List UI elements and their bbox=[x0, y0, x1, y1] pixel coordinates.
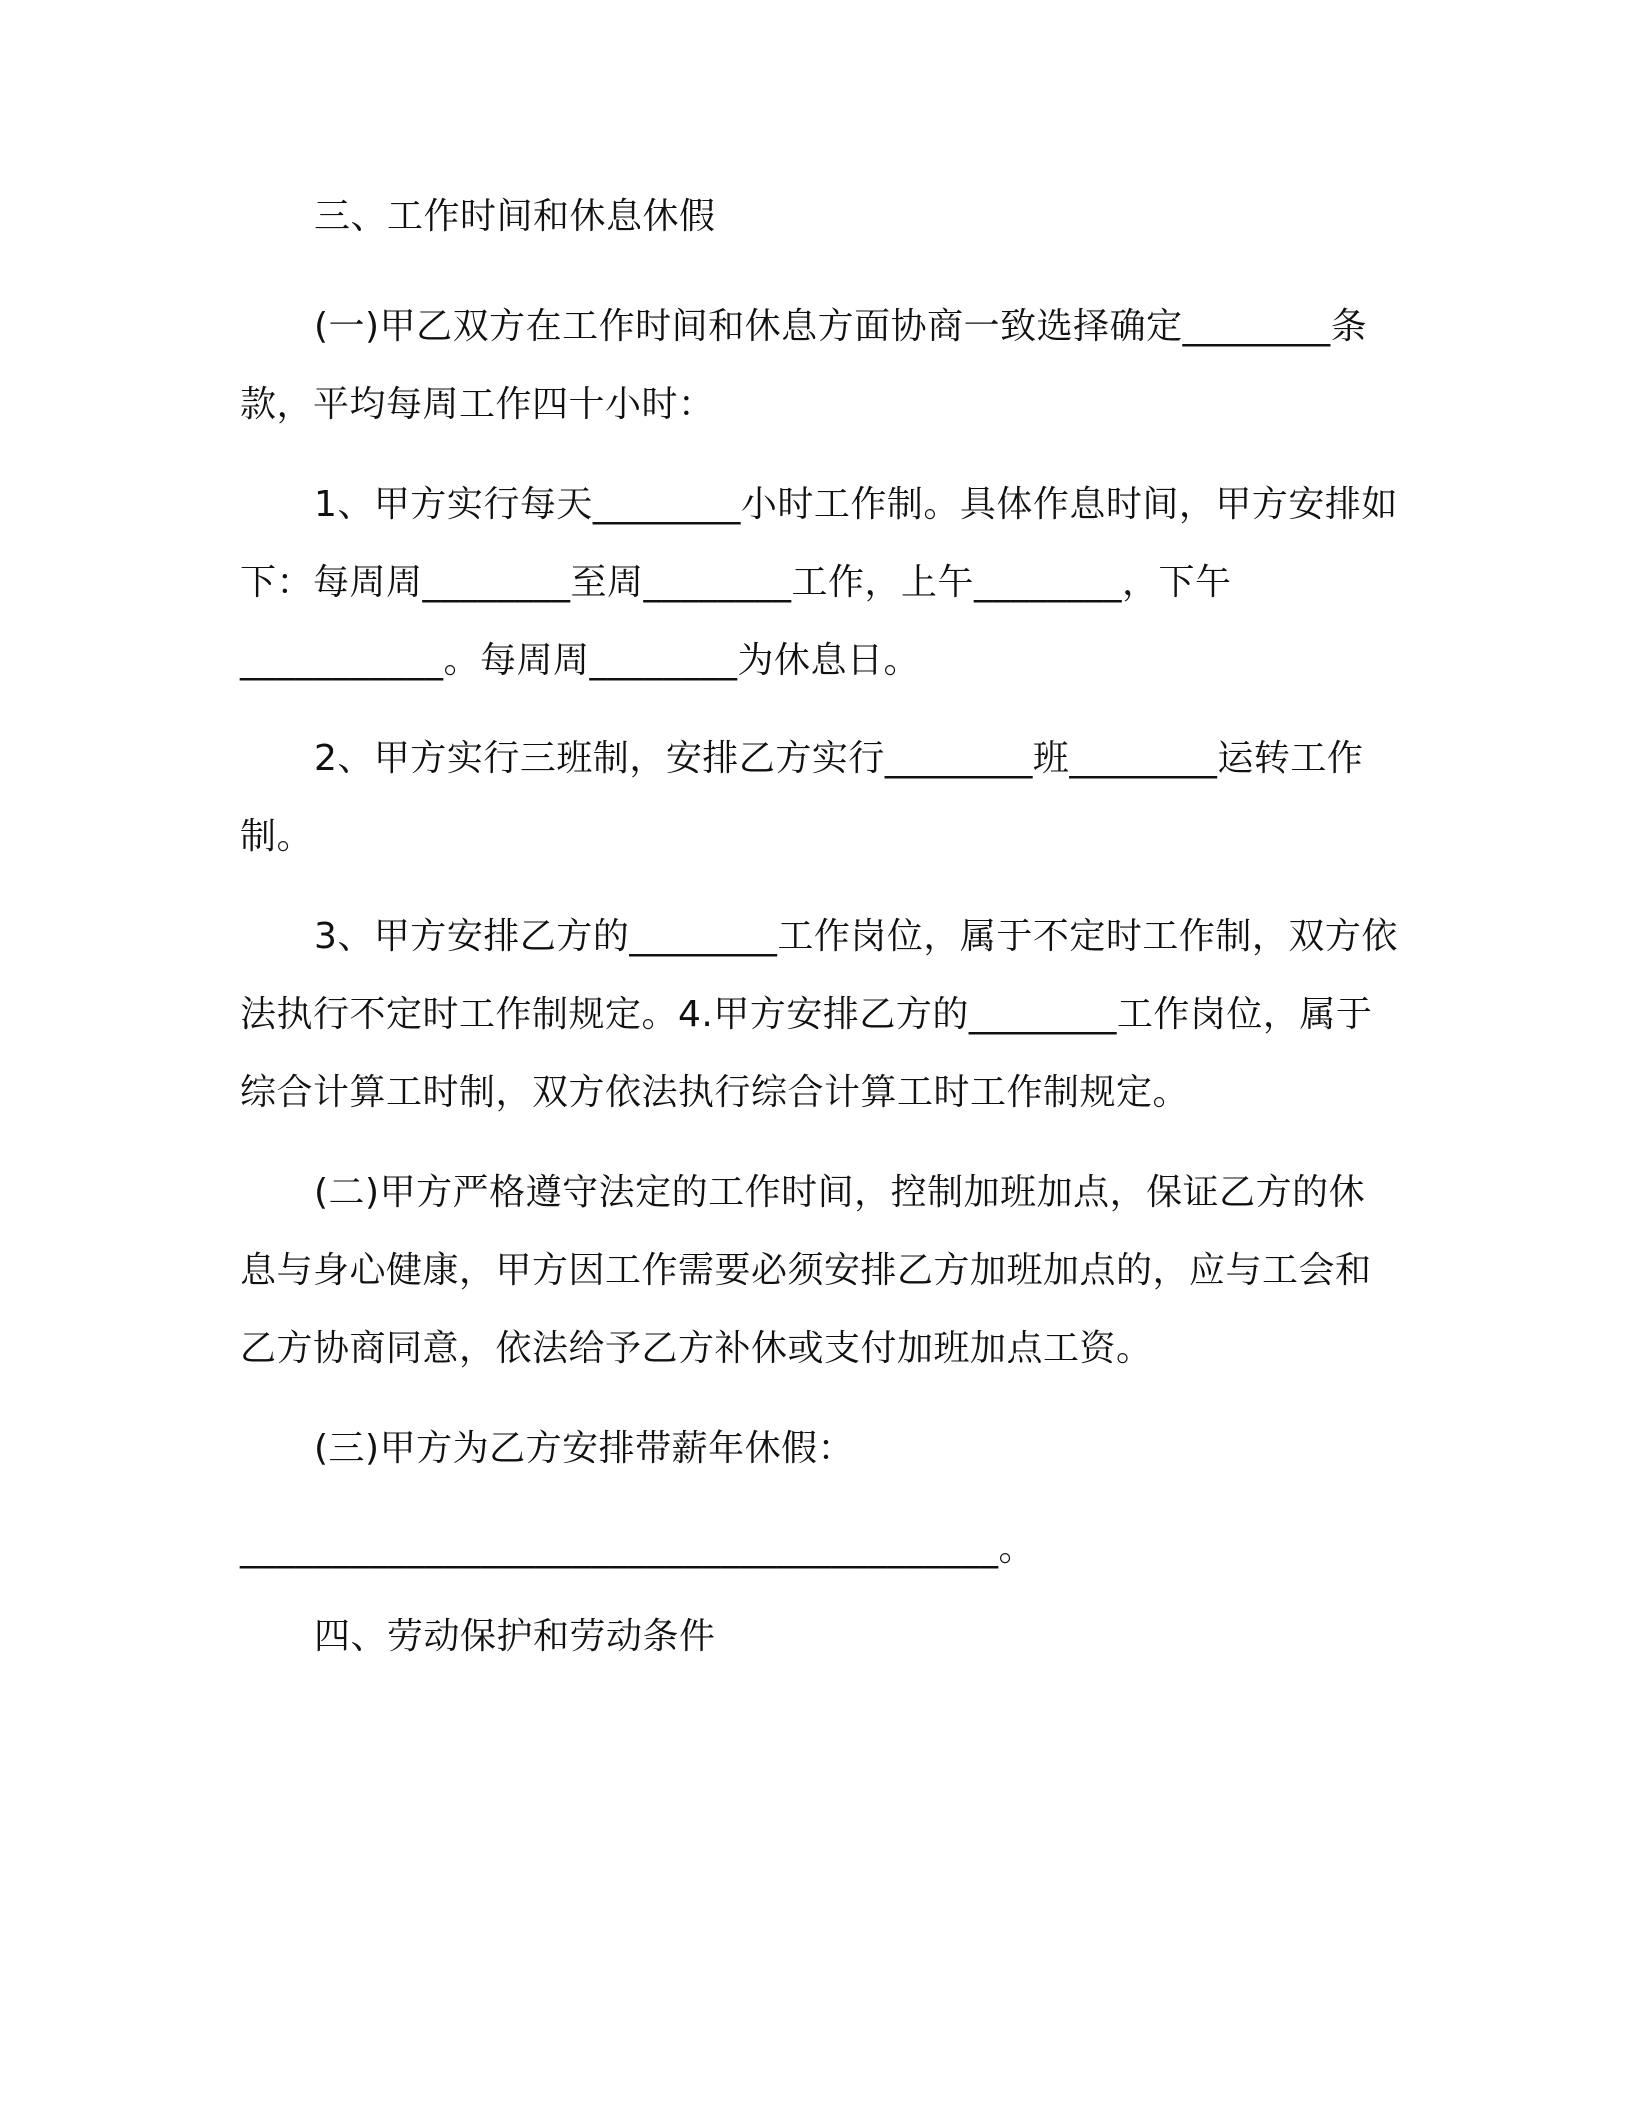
annual-leave-blank-line: _________________________________________。 bbox=[240, 1528, 1035, 1569]
paragraph-three: (三)甲方为乙方安排带薪年休假： bbox=[314, 1428, 855, 1469]
paragraph-one: (一)甲乙双方在工作时间和休息方面协商一致选择确定________条款，平均每周工作四十小时： bbox=[240, 306, 1368, 425]
item-two: 2、甲方实行三班制，安排乙方实行________班________运转工作制。 bbox=[240, 738, 1364, 857]
paragraph-two: (二)甲方严格遵守法定的工作时间，控制加班加点，保证乙方的休息与身心健康，甲方因工作需要必须安排乙方加班加点的，应与工会和乙方协商同意，依法给予乙方补休或支付加班加点工资。 bbox=[240, 1172, 1372, 1369]
item-three: 3、甲方安排乙方的________工作岗位，属于不定时工作制，双方依法执行不定时工作制规定。4.甲方安排乙方的________工作岗位，属于综合计算工时制，双方依法执行综合计算工时工作制规定。 bbox=[240, 916, 1398, 1113]
section-four-heading: 四、劳动保护和劳动条件 bbox=[314, 1616, 716, 1657]
item-one: 1、甲方实行每天________小时工作制。具体作息时间，甲方安排如下：每周周________至周________工作，上午________，下午___________。每周周________为休息日。 bbox=[240, 484, 1398, 681]
section-three-heading: 三、工作时间和休息休假 bbox=[314, 196, 716, 237]
